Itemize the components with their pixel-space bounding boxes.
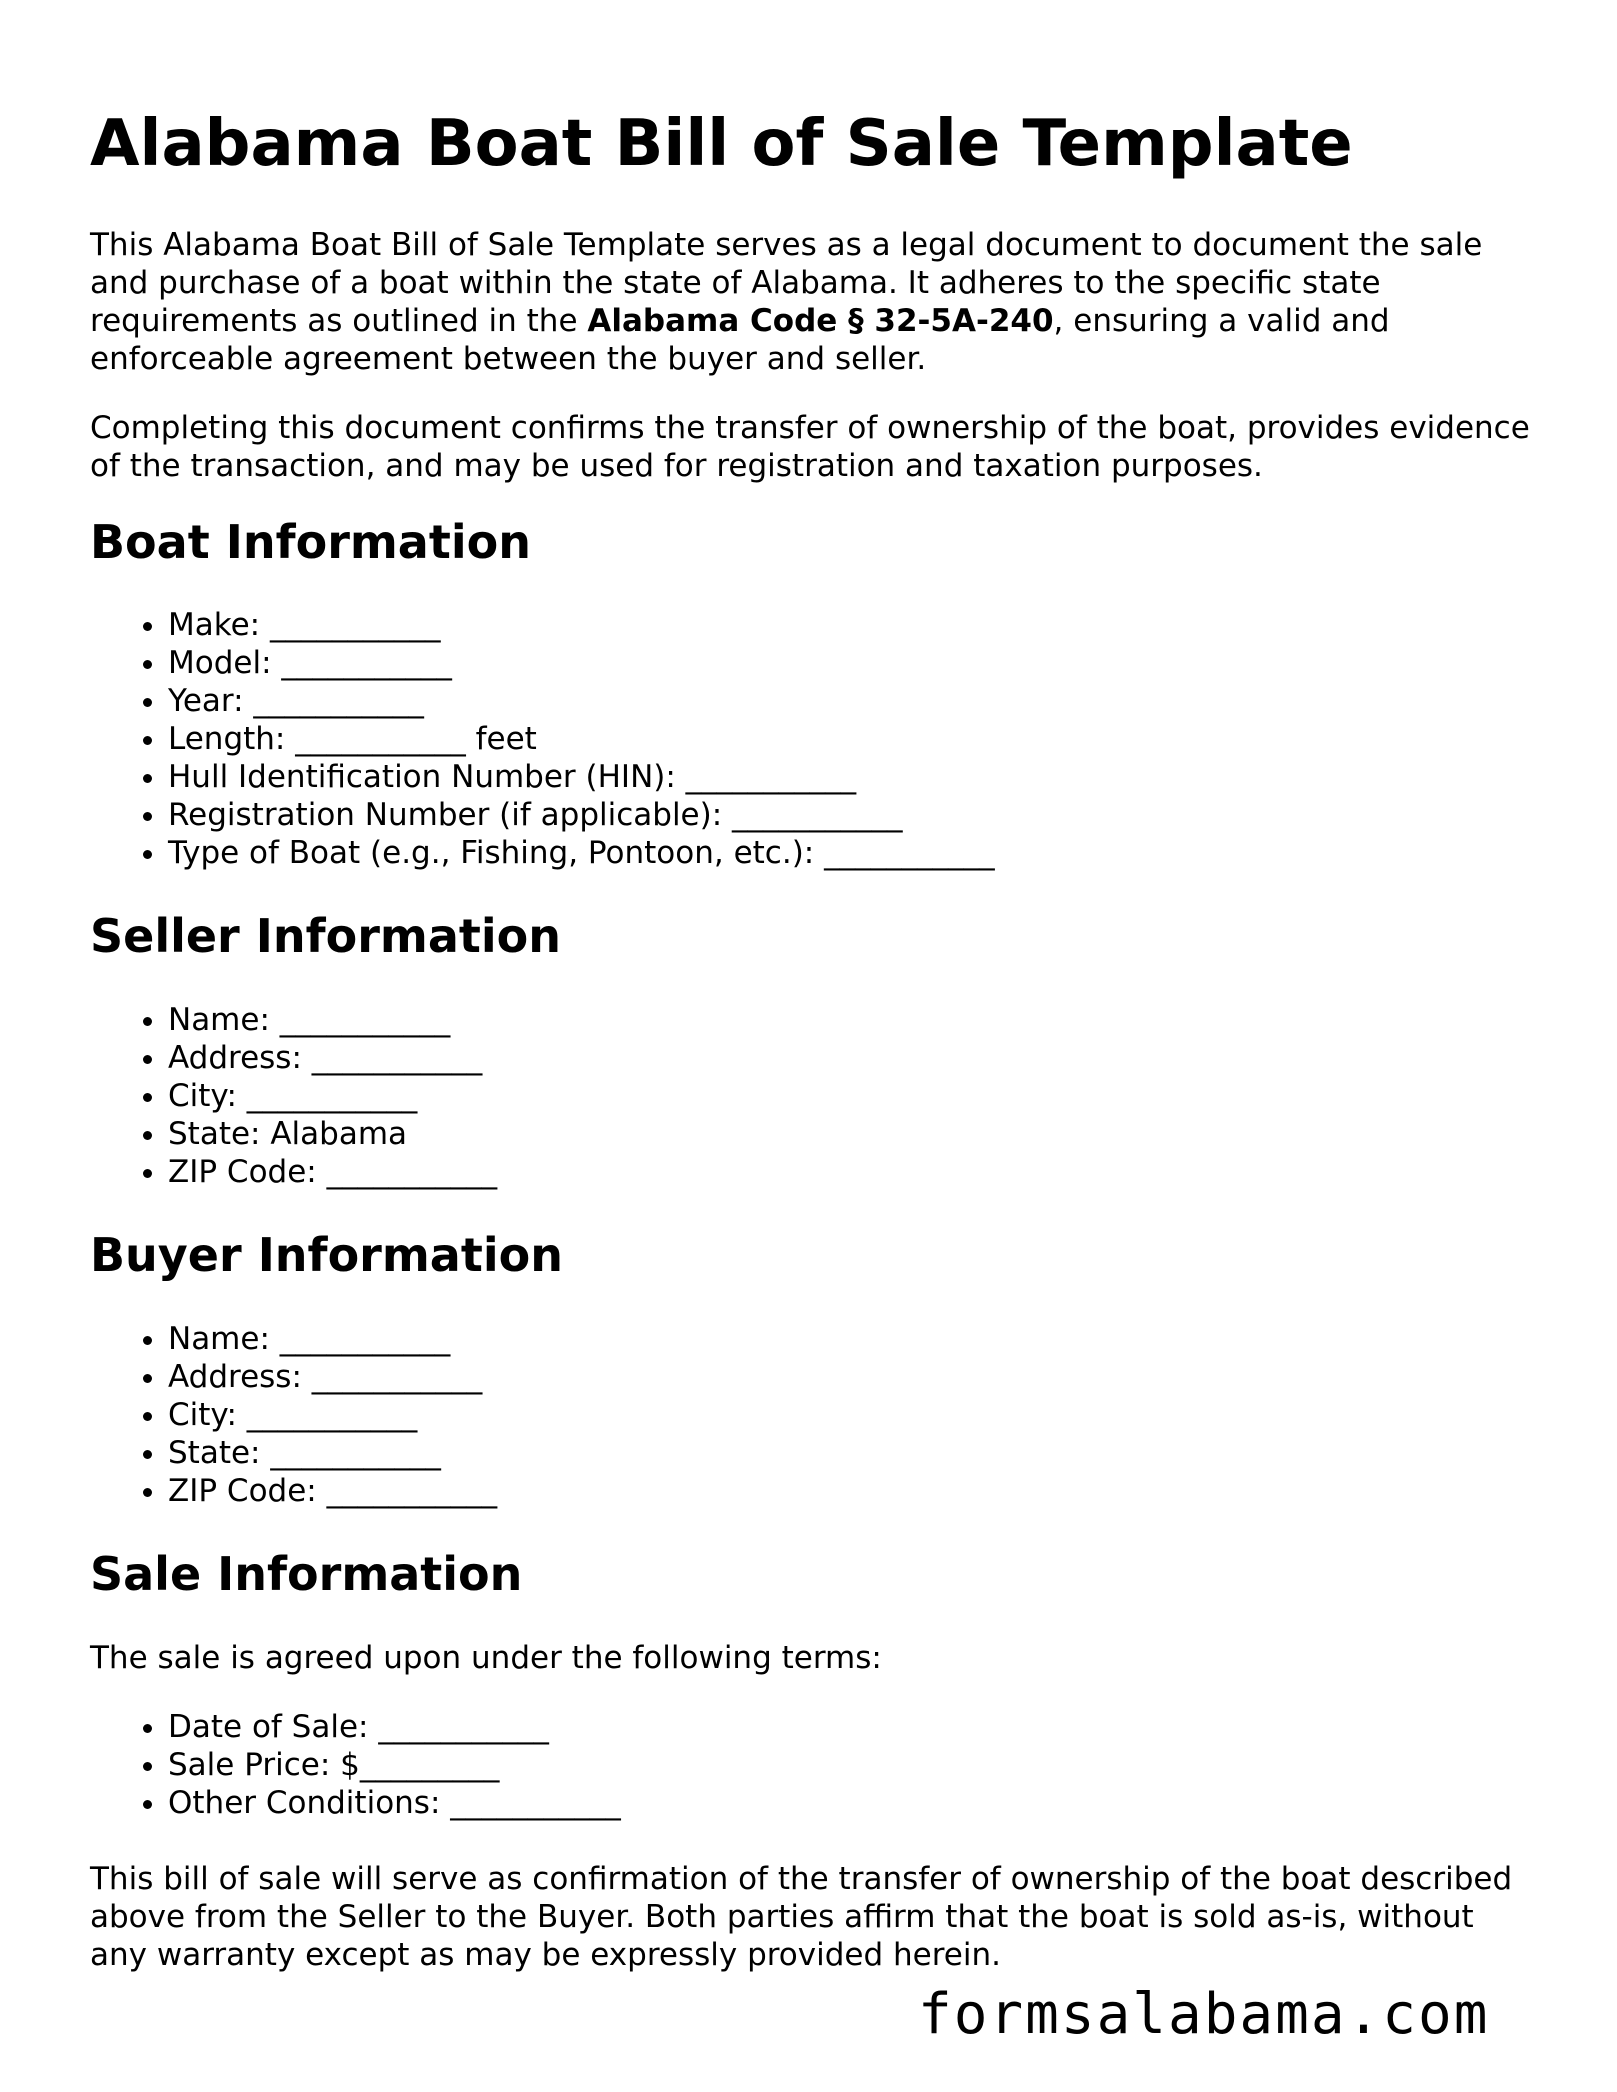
boat-information-heading: Boat Information — [90, 514, 531, 569]
boat-make-field: • Make: ___________ — [168, 606, 1530, 644]
closing-paragraph: This bill of sale will serve as confirmation of the transfer of ownership of the boat described above from the Seller to the Buyer. Both parties affirm that the boat is sold as-is, without any warranty except as may be expressly provided herein. — [90, 1861, 1513, 1974]
page-title: Alabama Boat Bill of Sale Template — [90, 107, 1353, 181]
sale-price-field: • Sale Price: $_________ — [168, 1746, 1530, 1784]
boat-information-list — [90, 606, 1530, 872]
sale-information-heading: Sale Information — [90, 1547, 523, 1602]
buyer-zip-field: • ZIP Code: ___________ — [168, 1472, 1530, 1510]
boat-registration-field: • Registration Number (if applicable): ___________ — [168, 796, 1530, 834]
buyer-name-field: • Name: ___________ — [168, 1320, 1530, 1358]
boat-length-field: • Length: ___________ feet — [168, 720, 1530, 758]
sale-other-conditions-field: • Other Conditions: ___________ — [168, 1784, 1530, 1822]
seller-zip-field: • ZIP Code: ___________ — [168, 1153, 1530, 1191]
intro-text-2: , ensuring a valid and enforceable agreement between the buyer and seller. — [90, 302, 1390, 377]
buyer-address-field: • Address: ___________ — [168, 1358, 1530, 1396]
intro-text-1: This Alabama Boat Bill of Sale Template serves as a legal document to document the sale and purchase of a boat within the state of Alabama. It adheres to the specific state requirements as outlined in the — [90, 226, 1483, 339]
sale-terms-intro: The sale is agreed upon under the following terms: — [90, 1640, 882, 1677]
seller-city-field: • City: ___________ — [168, 1077, 1530, 1115]
boat-year-field: • Year: ___________ — [168, 682, 1530, 720]
buyer-information-heading: Buyer Information — [90, 1228, 563, 1283]
seller-state-field: • State: Alabama — [168, 1115, 1530, 1153]
sale-information-list — [90, 1708, 1530, 1822]
watermark-text: formsalabama.com — [918, 1982, 1490, 2047]
alabama-code-reference: Alabama Code § 32-5A-240 — [587, 302, 1054, 339]
boat-hin-field: • Hull Identification Number (HIN): ___________ — [168, 758, 1530, 796]
seller-information-list — [90, 1001, 1530, 1191]
seller-address-field: • Address: ___________ — [168, 1039, 1530, 1077]
buyer-city-field: • City: ___________ — [168, 1396, 1530, 1434]
boat-type-field: • Type of Boat (e.g., Fishing, Pontoon, etc.): ___________ — [168, 834, 1530, 872]
document-page — [90, 108, 1530, 2005]
seller-information-heading: Seller Information — [90, 909, 562, 964]
buyer-information-list — [90, 1320, 1530, 1510]
sale-date-field: • Date of Sale: ___________ — [168, 1708, 1530, 1746]
intro-paragraph — [90, 226, 1530, 378]
seller-name-field: • Name: ___________ — [168, 1001, 1530, 1039]
purpose-paragraph: Completing this document confirms the transfer of ownership of the boat, provides evidence of the transaction, and may be used for registration and taxation purposes. — [90, 409, 1530, 484]
buyer-state-field: • State: ___________ — [168, 1434, 1530, 1472]
boat-model-field: • Model: ___________ — [168, 644, 1530, 682]
